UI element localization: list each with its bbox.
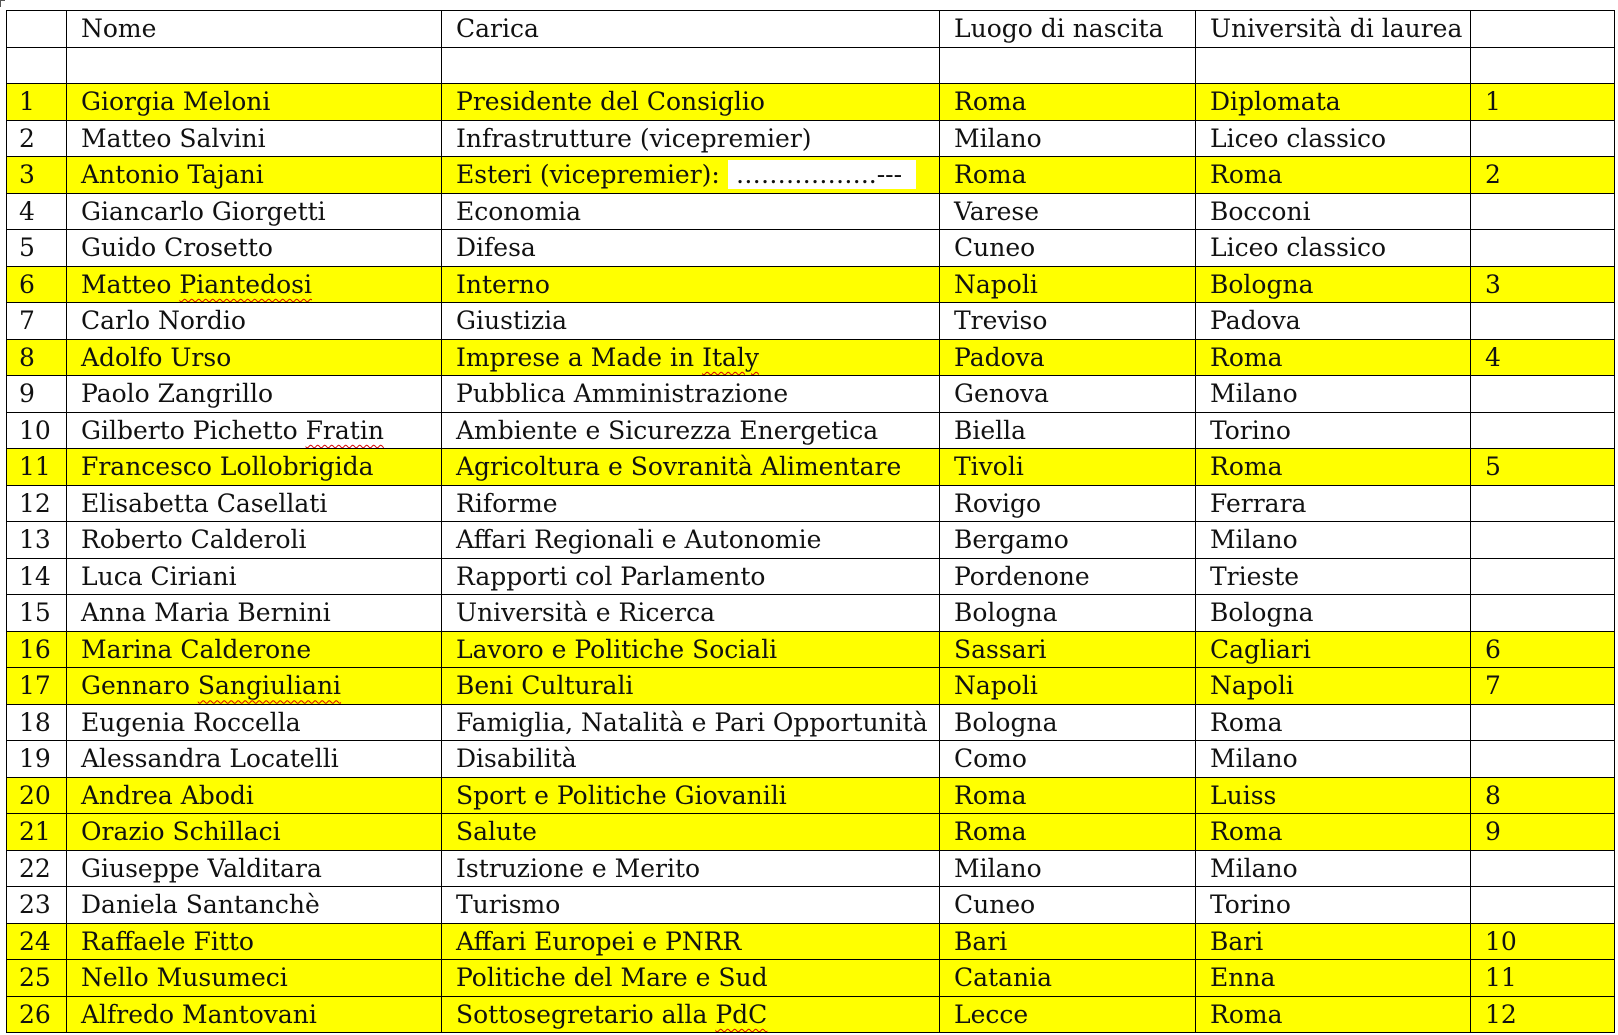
highlight-count-cell bbox=[1471, 303, 1615, 340]
spellcheck-flagged-word: Piantedosi bbox=[179, 269, 312, 299]
luogo-cell: Lecce bbox=[940, 996, 1196, 1033]
highlight-count-cell bbox=[1471, 193, 1615, 230]
row-number-cell: 18 bbox=[7, 704, 67, 741]
nome-text: Gennaro bbox=[81, 671, 190, 701]
carica-cell: Beni Culturali bbox=[442, 668, 940, 705]
nome-cell: Giuseppe Valditara bbox=[67, 850, 442, 887]
row-number-cell: 17 bbox=[7, 668, 67, 705]
row-number-cell: 12 bbox=[7, 485, 67, 522]
row-number-cell: 21 bbox=[7, 814, 67, 851]
highlight-count-cell: 9 bbox=[1471, 814, 1615, 851]
universita-cell: Liceo classico bbox=[1196, 230, 1471, 267]
universita-cell: Roma bbox=[1196, 814, 1471, 851]
nome-cell: Guido Crosetto bbox=[67, 230, 442, 267]
dotted-fill-text: ……………..--- bbox=[728, 160, 916, 189]
carica-cell: Interno bbox=[442, 266, 940, 303]
universita-cell: Luiss bbox=[1196, 777, 1471, 814]
nome-cell: Daniela Santanchè bbox=[67, 887, 442, 924]
carica-cell: Università e Ricerca bbox=[442, 595, 940, 632]
row-number-cell: 10 bbox=[7, 412, 67, 449]
header-extra-cell bbox=[1471, 11, 1615, 48]
universita-cell: Bocconi bbox=[1196, 193, 1471, 230]
table-row bbox=[7, 923, 1615, 960]
luogo-cell: Roma bbox=[940, 157, 1196, 194]
nome-cell: Carlo Nordio bbox=[67, 303, 442, 340]
universita-cell: Roma bbox=[1196, 449, 1471, 486]
header-luogo: Luogo di nascita bbox=[940, 11, 1196, 48]
luogo-cell: Padova bbox=[940, 339, 1196, 376]
nome-cell: Giorgia Meloni bbox=[67, 84, 442, 121]
table-row bbox=[7, 741, 1615, 778]
empty-row bbox=[7, 47, 1615, 84]
luogo-cell: Roma bbox=[940, 777, 1196, 814]
table-row bbox=[7, 303, 1615, 340]
row-number-cell: 6 bbox=[7, 266, 67, 303]
nome-cell: Adolfo Urso bbox=[67, 339, 442, 376]
universita-cell: Padova bbox=[1196, 303, 1471, 340]
row-number-cell: 22 bbox=[7, 850, 67, 887]
carica-cell bbox=[442, 157, 940, 194]
nome-cell: Giancarlo Giorgetti bbox=[67, 193, 442, 230]
highlight-count-cell bbox=[1471, 230, 1615, 267]
universita-cell: Milano bbox=[1196, 741, 1471, 778]
table-row bbox=[7, 120, 1615, 157]
highlight-count-cell bbox=[1471, 741, 1615, 778]
carica-cell: Turismo bbox=[442, 887, 940, 924]
universita-cell: Bari bbox=[1196, 923, 1471, 960]
spellcheck-flagged-word: Italy bbox=[702, 342, 760, 372]
empty-cell bbox=[940, 47, 1196, 84]
carica-text: Imprese a Made in bbox=[456, 342, 695, 372]
carica-cell: Riforme bbox=[442, 485, 940, 522]
nome-cell: Antonio Tajani bbox=[67, 157, 442, 194]
spellcheck-flagged-word: Fratin bbox=[305, 415, 384, 445]
luogo-cell: Napoli bbox=[940, 668, 1196, 705]
luogo-cell: Sassari bbox=[940, 631, 1196, 668]
luogo-cell: Tivoli bbox=[940, 449, 1196, 486]
header-carica: Carica bbox=[442, 11, 940, 48]
carica-cell: Infrastrutture (vicepremier) bbox=[442, 120, 940, 157]
highlight-count-cell bbox=[1471, 558, 1615, 595]
table-row bbox=[7, 704, 1615, 741]
table-row bbox=[7, 412, 1615, 449]
table-row bbox=[7, 485, 1615, 522]
nome-cell: Marina Calderone bbox=[67, 631, 442, 668]
luogo-cell: Cuneo bbox=[940, 887, 1196, 924]
nome-text: Gilberto Pichetto bbox=[81, 415, 298, 445]
carica-cell: Difesa bbox=[442, 230, 940, 267]
row-number-cell: 1 bbox=[7, 84, 67, 121]
empty-cell bbox=[1471, 47, 1615, 84]
nome-cell: Elisabetta Casellati bbox=[67, 485, 442, 522]
highlight-count-cell bbox=[1471, 376, 1615, 413]
empty-cell bbox=[7, 47, 67, 84]
universita-cell: Roma bbox=[1196, 704, 1471, 741]
table-row bbox=[7, 522, 1615, 559]
highlight-count-cell: 10 bbox=[1471, 923, 1615, 960]
empty-cell bbox=[1196, 47, 1471, 84]
carica-cell: Affari Europei e PNRR bbox=[442, 923, 940, 960]
table-row bbox=[7, 887, 1615, 924]
table-row bbox=[7, 777, 1615, 814]
luogo-cell: Bari bbox=[940, 923, 1196, 960]
highlight-count-cell: 5 bbox=[1471, 449, 1615, 486]
row-number-cell: 3 bbox=[7, 157, 67, 194]
highlight-count-cell: 1 bbox=[1471, 84, 1615, 121]
highlight-count-cell bbox=[1471, 485, 1615, 522]
carica-text: Sottosegretario alla bbox=[456, 999, 708, 1029]
universita-cell: Milano bbox=[1196, 522, 1471, 559]
nome-cell: Raffaele Fitto bbox=[67, 923, 442, 960]
carica-text: Esteri (vicepremier): bbox=[456, 160, 720, 190]
universita-cell: Bologna bbox=[1196, 595, 1471, 632]
carica-cell: Giustizia bbox=[442, 303, 940, 340]
luogo-cell: Treviso bbox=[940, 303, 1196, 340]
carica-cell: Agricoltura e Sovranità Alimentare bbox=[442, 449, 940, 486]
table-row bbox=[7, 850, 1615, 887]
nome-cell: Alessandra Locatelli bbox=[67, 741, 442, 778]
luogo-cell: Bologna bbox=[940, 704, 1196, 741]
row-number-cell: 25 bbox=[7, 960, 67, 997]
header-nome: Nome bbox=[67, 11, 442, 48]
universita-cell: Liceo classico bbox=[1196, 120, 1471, 157]
universita-cell: Torino bbox=[1196, 412, 1471, 449]
highlight-count-cell bbox=[1471, 120, 1615, 157]
nome-cell bbox=[67, 266, 442, 303]
carica-cell: Famiglia, Natalità e Pari Opportunità bbox=[442, 704, 940, 741]
luogo-cell: Biella bbox=[940, 412, 1196, 449]
table-row bbox=[7, 996, 1615, 1033]
row-number-cell: 2 bbox=[7, 120, 67, 157]
highlight-count-cell: 4 bbox=[1471, 339, 1615, 376]
universita-cell: Milano bbox=[1196, 850, 1471, 887]
header-num-cell bbox=[7, 11, 67, 48]
luogo-cell: Como bbox=[940, 741, 1196, 778]
highlight-count-cell: 8 bbox=[1471, 777, 1615, 814]
row-number-cell: 20 bbox=[7, 777, 67, 814]
row-number-cell: 7 bbox=[7, 303, 67, 340]
highlight-count-cell: 2 bbox=[1471, 157, 1615, 194]
row-number-cell: 16 bbox=[7, 631, 67, 668]
highlight-count-cell: 12 bbox=[1471, 996, 1615, 1033]
highlight-count-cell: 6 bbox=[1471, 631, 1615, 668]
nome-cell: Luca Ciriani bbox=[67, 558, 442, 595]
table-row bbox=[7, 339, 1615, 376]
universita-cell: Trieste bbox=[1196, 558, 1471, 595]
universita-cell: Ferrara bbox=[1196, 485, 1471, 522]
table-row bbox=[7, 266, 1615, 303]
highlight-count-cell bbox=[1471, 412, 1615, 449]
nome-cell: Orazio Schillaci bbox=[67, 814, 442, 851]
spellcheck-flagged-word: PdC bbox=[715, 999, 768, 1029]
universita-cell: Enna bbox=[1196, 960, 1471, 997]
carica-cell: Politiche del Mare e Sud bbox=[442, 960, 940, 997]
luogo-cell: Milano bbox=[940, 120, 1196, 157]
carica-cell bbox=[442, 339, 940, 376]
highlight-count-cell bbox=[1471, 850, 1615, 887]
luogo-cell: Milano bbox=[940, 850, 1196, 887]
row-number-cell: 19 bbox=[7, 741, 67, 778]
row-number-cell: 4 bbox=[7, 193, 67, 230]
carica-cell: Presidente del Consiglio bbox=[442, 84, 940, 121]
nome-cell: Roberto Calderoli bbox=[67, 522, 442, 559]
luogo-cell: Roma bbox=[940, 814, 1196, 851]
row-number-cell: 8 bbox=[7, 339, 67, 376]
nome-cell: Anna Maria Bernini bbox=[67, 595, 442, 632]
universita-cell: Napoli bbox=[1196, 668, 1471, 705]
universita-cell: Roma bbox=[1196, 339, 1471, 376]
luogo-cell: Bologna bbox=[940, 595, 1196, 632]
universita-cell: Roma bbox=[1196, 996, 1471, 1033]
nome-cell: Alfredo Mantovani bbox=[67, 996, 442, 1033]
table-row bbox=[7, 960, 1615, 997]
carica-cell: Ambiente e Sicurezza Energetica bbox=[442, 412, 940, 449]
luogo-cell: Catania bbox=[940, 960, 1196, 997]
highlight-count-cell: 11 bbox=[1471, 960, 1615, 997]
luogo-cell: Napoli bbox=[940, 266, 1196, 303]
row-number-cell: 23 bbox=[7, 887, 67, 924]
empty-cell bbox=[67, 47, 442, 84]
carica-cell: Disabilità bbox=[442, 741, 940, 778]
ministers-table bbox=[6, 10, 1615, 1033]
luogo-cell: Varese bbox=[940, 193, 1196, 230]
carica-cell: Affari Regionali e Autonomie bbox=[442, 522, 940, 559]
highlight-count-cell bbox=[1471, 522, 1615, 559]
table-row bbox=[7, 84, 1615, 121]
universita-cell: Roma bbox=[1196, 157, 1471, 194]
header-universita: Università di laurea bbox=[1196, 11, 1471, 48]
nome-text: Matteo bbox=[81, 269, 172, 299]
nome-cell: Francesco Lollobrigida bbox=[67, 449, 442, 486]
universita-cell: Bologna bbox=[1196, 266, 1471, 303]
table-row bbox=[7, 376, 1615, 413]
header-row bbox=[7, 11, 1615, 48]
carica-cell: Lavoro e Politiche Sociali bbox=[442, 631, 940, 668]
row-number-cell: 24 bbox=[7, 923, 67, 960]
nome-cell bbox=[67, 668, 442, 705]
spellcheck-flagged-word: Sangiuliani bbox=[197, 671, 342, 701]
luogo-cell: Cuneo bbox=[940, 230, 1196, 267]
nome-cell: Matteo Salvini bbox=[67, 120, 442, 157]
highlight-count-cell bbox=[1471, 887, 1615, 924]
nome-cell: Andrea Abodi bbox=[67, 777, 442, 814]
table-row bbox=[7, 193, 1615, 230]
highlight-count-cell: 7 bbox=[1471, 668, 1615, 705]
luogo-cell: Genova bbox=[940, 376, 1196, 413]
universita-cell: Diplomata bbox=[1196, 84, 1471, 121]
luogo-cell: Roma bbox=[940, 84, 1196, 121]
highlight-count-cell bbox=[1471, 595, 1615, 632]
luogo-cell: Bergamo bbox=[940, 522, 1196, 559]
universita-cell: Milano bbox=[1196, 376, 1471, 413]
table-body bbox=[7, 11, 1615, 1033]
nome-cell: Eugenia Roccella bbox=[67, 704, 442, 741]
row-number-cell: 11 bbox=[7, 449, 67, 486]
empty-cell bbox=[442, 47, 940, 84]
table-row bbox=[7, 230, 1615, 267]
nome-cell: Nello Musumeci bbox=[67, 960, 442, 997]
carica-cell: Economia bbox=[442, 193, 940, 230]
luogo-cell: Rovigo bbox=[940, 485, 1196, 522]
row-number-cell: 9 bbox=[7, 376, 67, 413]
row-number-cell: 13 bbox=[7, 522, 67, 559]
highlight-count-cell: 3 bbox=[1471, 266, 1615, 303]
carica-cell: Pubblica Amministrazione bbox=[442, 376, 940, 413]
table-row bbox=[7, 558, 1615, 595]
highlight-count-cell bbox=[1471, 704, 1615, 741]
row-number-cell: 5 bbox=[7, 230, 67, 267]
table-row bbox=[7, 449, 1615, 486]
universita-cell: Cagliari bbox=[1196, 631, 1471, 668]
nome-cell bbox=[67, 412, 442, 449]
row-number-cell: 15 bbox=[7, 595, 67, 632]
universita-cell: Torino bbox=[1196, 887, 1471, 924]
carica-cell: Sport e Politiche Giovanili bbox=[442, 777, 940, 814]
nome-cell: Paolo Zangrillo bbox=[67, 376, 442, 413]
carica-cell: Rapporti col Parlamento bbox=[442, 558, 940, 595]
table-row bbox=[7, 631, 1615, 668]
row-number-cell: 26 bbox=[7, 996, 67, 1033]
luogo-cell: Pordenone bbox=[940, 558, 1196, 595]
table-row bbox=[7, 595, 1615, 632]
table-row bbox=[7, 668, 1615, 705]
carica-cell: Istruzione e Merito bbox=[442, 850, 940, 887]
table-row bbox=[7, 157, 1615, 194]
page-corner-marker bbox=[0, 0, 5, 7]
row-number-cell: 14 bbox=[7, 558, 67, 595]
table-row bbox=[7, 814, 1615, 851]
carica-cell bbox=[442, 996, 940, 1033]
carica-cell: Salute bbox=[442, 814, 940, 851]
